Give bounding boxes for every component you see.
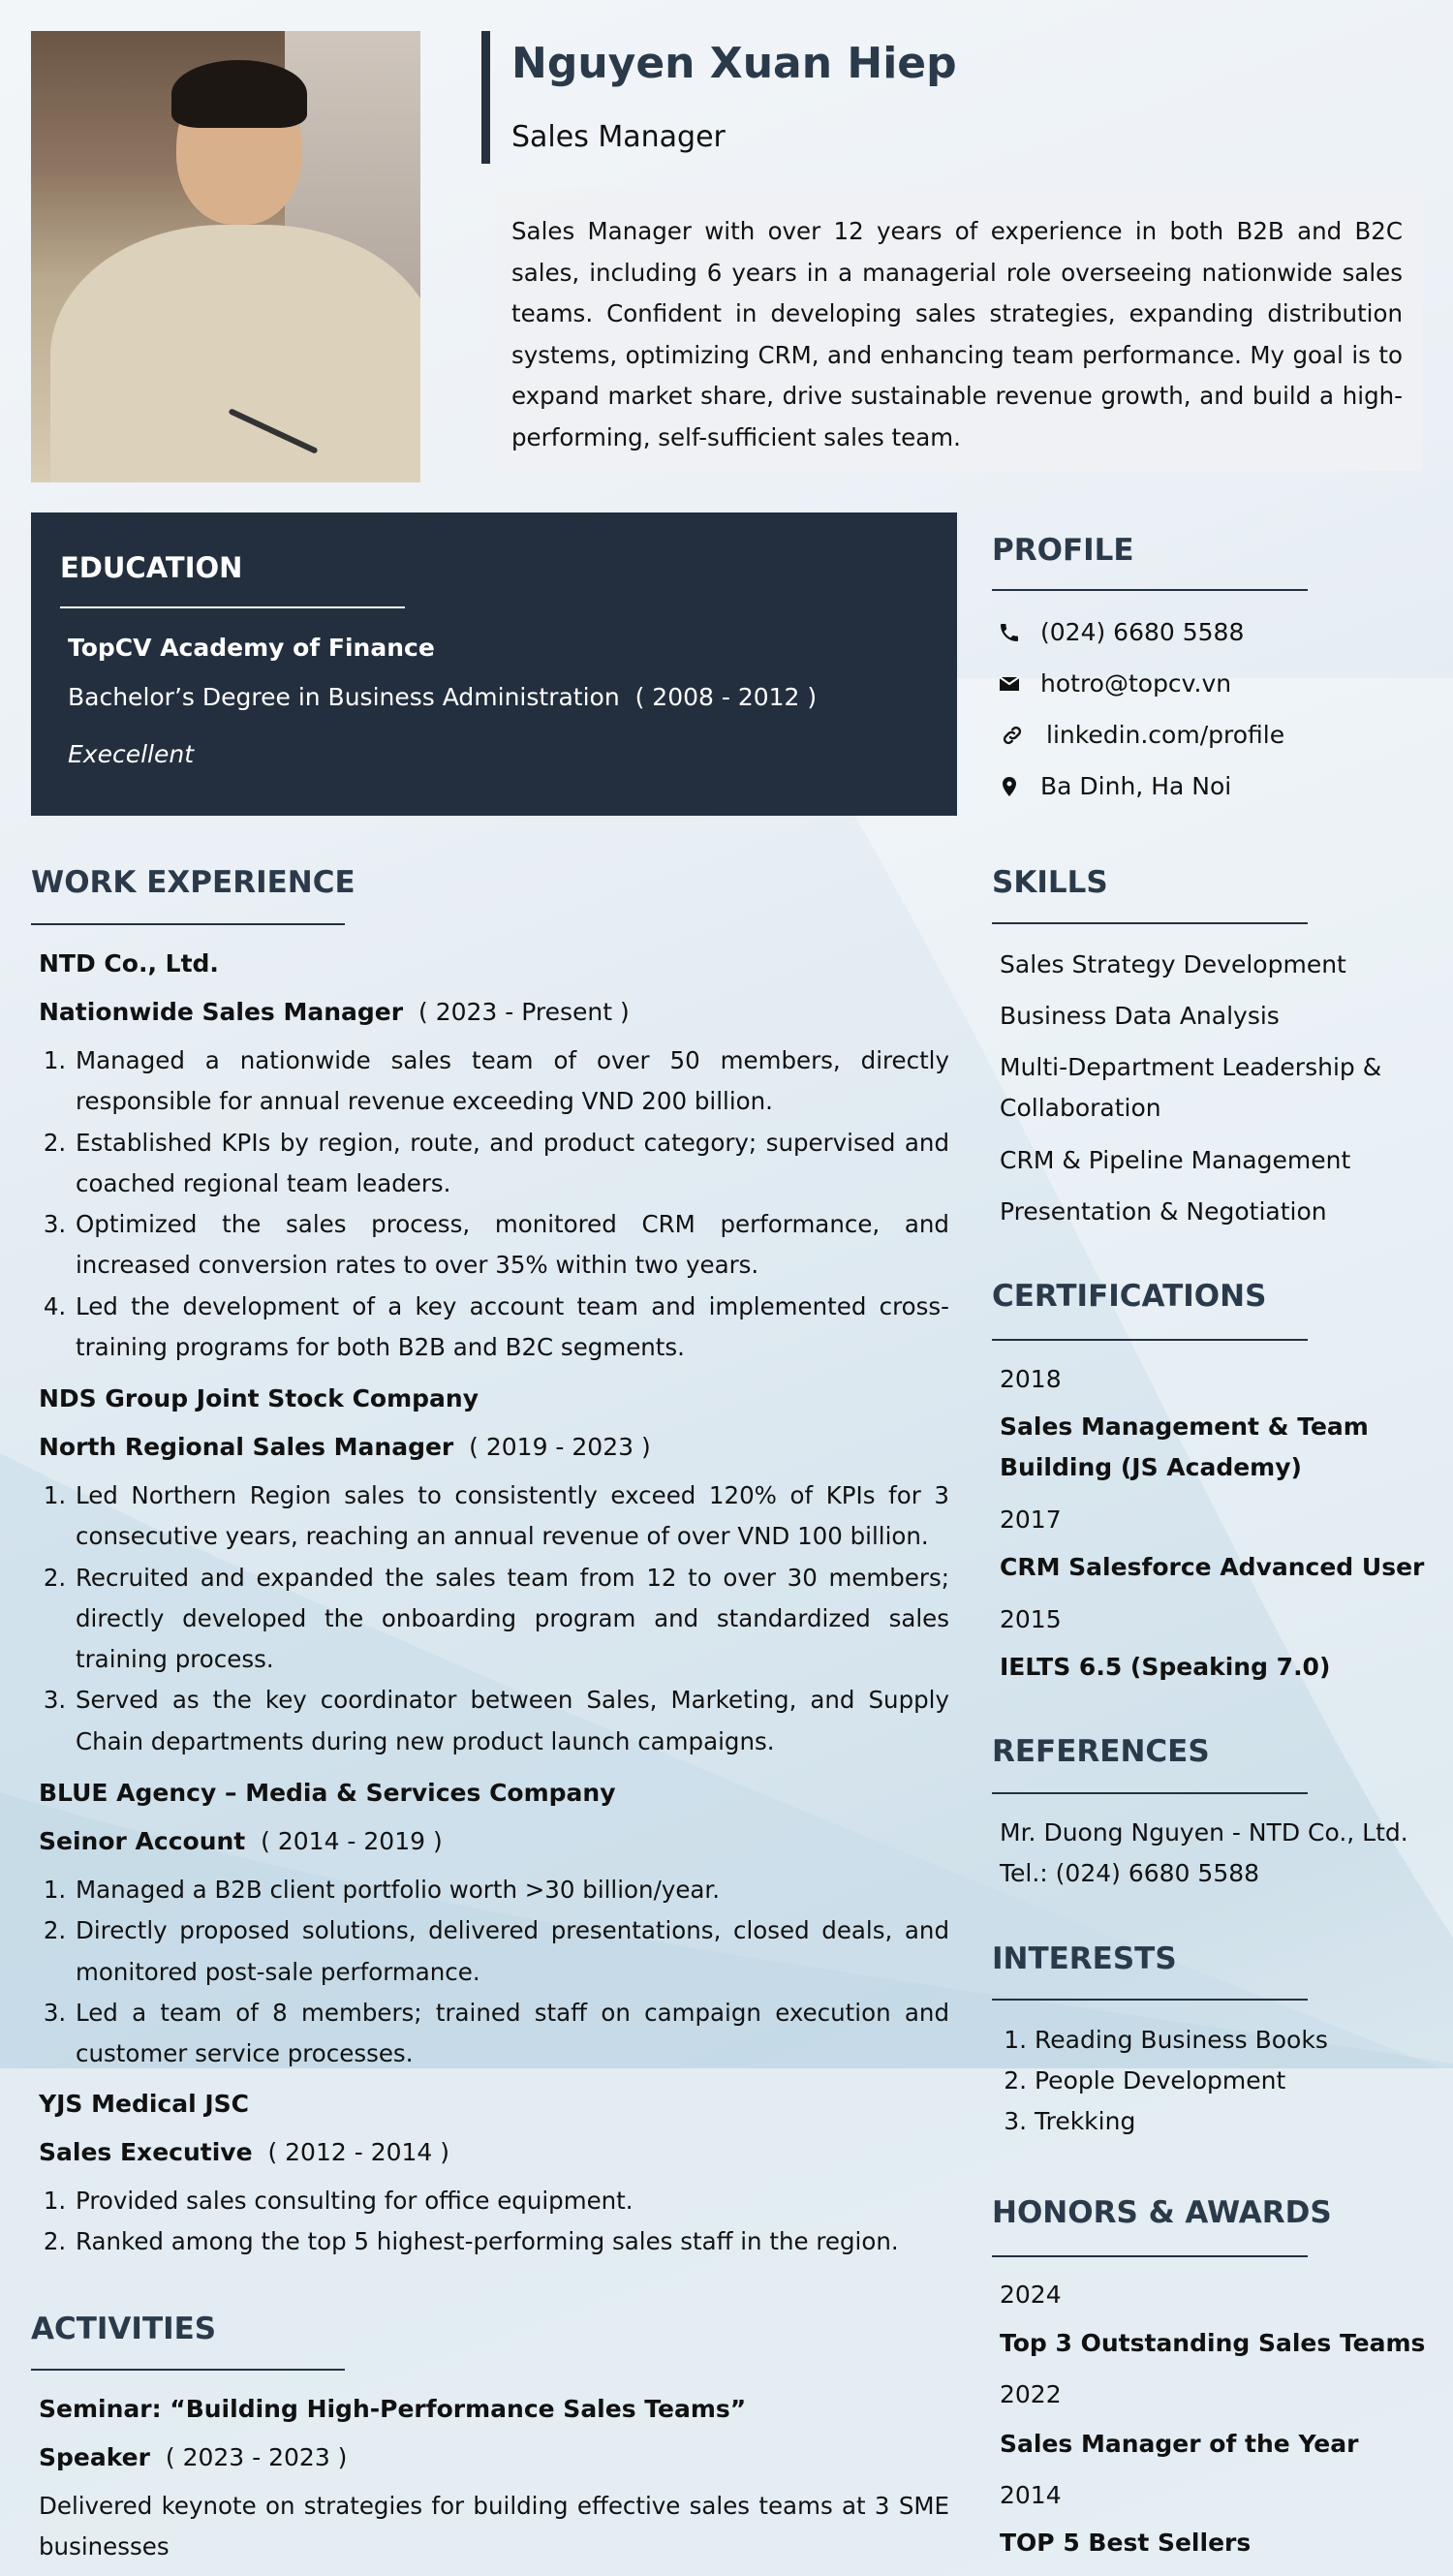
job-company: YJS Medical JSC (39, 2090, 250, 2118)
contact-address (998, 772, 1231, 800)
skill-item: Sales Strategy Development (1000, 950, 1346, 978)
job-task: 4. Led the development of a key account team and implemented cross-training programs for both B2B and B2C segments. (74, 1287, 949, 1369)
activities-title: ACTIVITIES (31, 2312, 217, 2346)
job-title: Seinor Account (39, 1827, 246, 1855)
job-company: NDS Group Joint Stock Company (39, 1384, 479, 1412)
summary-text: Sales Manager with over 12 years of experience in both B2B and B2C sales, including 6 years in a managerial role overseeing nationwide sales teams. Confident in developing sales strategies, expanding distribution systems, optimizing CRM, and enhancing team performance. My goal is to expand market share, drive sustainable revenue growth, and build a high-performing, self-sufficient sales team. (494, 190, 1422, 471)
education-degree (68, 683, 817, 711)
certification-year: 2017 (1000, 1505, 1062, 1534)
job-period: ( 2023 - Present ) (418, 998, 630, 1026)
location-pin-icon (998, 775, 1021, 798)
job-task: 1. Managed a B2B client portfolio worth >30 billion/year. (74, 1870, 949, 1910)
skills-underline (992, 922, 1308, 924)
education-section (31, 512, 957, 816)
education-period: ( 2008 - 2012 ) (634, 683, 818, 711)
contact-phone-text: (024) 6680 5588 (1040, 618, 1245, 646)
honors-title: HONORS & AWARDS (992, 2195, 1332, 2230)
education-school: TopCV Academy of Finance (68, 634, 435, 662)
contact-email[interactable] (998, 669, 1231, 698)
phone-icon (998, 621, 1021, 644)
job-task-list (39, 1870, 949, 2074)
honor-name: Sales Manager of the Year (1000, 2430, 1359, 2458)
activity-description: Delivered keynote on strategies for building effective sales teams at 3 SME businesses (39, 2492, 949, 2560)
job-title: Sales Executive (39, 2138, 253, 2166)
interest-item: 1. Reading Business Books (1035, 2020, 1328, 2061)
references-title: REFERENCES (992, 1734, 1210, 1769)
job-company: BLUE Agency – Media & Services Company (39, 1779, 616, 1807)
interests-list (1000, 2020, 1328, 2142)
skills-title: SKILLS (992, 865, 1108, 900)
skill-item: Presentation & Negotiation (1000, 1197, 1327, 1226)
job-position (39, 1433, 651, 1461)
honor-year: 2024 (1000, 2281, 1062, 2309)
job-position (39, 1827, 443, 1855)
education-grade: Execellent (68, 740, 195, 768)
certifications-underline (992, 1339, 1308, 1341)
profile-underline (992, 589, 1308, 591)
job-position (39, 998, 630, 1026)
activity-period: ( 2023 - 2023 ) (165, 2443, 348, 2471)
job-task: 2. Directly proposed solutions, delivered presentations, closed deals, and monitored post-sale performance. (74, 1910, 949, 1993)
reference-name: Mr. Duong Nguyen - NTD Co., Ltd. (1000, 1818, 1408, 1847)
interests-underline (992, 1999, 1308, 2001)
mail-icon (998, 672, 1021, 696)
candidate-role: Sales Manager (511, 120, 726, 154)
job-task: 2. Ranked among the top 5 highest-performing sales staff in the region. (74, 2221, 949, 2262)
job-task: 3. Optimized the sales process, monitored CRM performance, and increased conversion rates to over 35% within two years. (74, 1204, 949, 1287)
skill-item: Multi-Department Leadership & Collaboration (1000, 1053, 1382, 1122)
job-period: ( 2019 - 2023 ) (469, 1433, 651, 1461)
job-company: NTD Co., Ltd. (39, 949, 219, 978)
certification-name: IELTS 6.5 (Speaking 7.0) (1000, 1653, 1331, 1681)
job-task: 1. Provided sales consulting for office equipment. (74, 2181, 949, 2221)
title-accent-bar (481, 31, 490, 164)
contact-address-text: Ba Dinh, Ha Noi (1040, 772, 1232, 800)
honor-name: TOP 5 Best Sellers (1000, 2529, 1252, 2557)
job-task: 2. Established KPIs by region, route, and product category; supervised and coached regional team leaders. (74, 1123, 949, 1205)
education-degree-name: Bachelor’s Degree in Business Administration (68, 683, 620, 711)
activity-event: Seminar: “Building High-Performance Sales Teams” (39, 2395, 747, 2423)
profile-title: PROFILE (992, 533, 1134, 568)
education-underline (60, 606, 405, 608)
education-title: EDUCATION (60, 551, 243, 584)
job-position (39, 2138, 449, 2166)
job-task-list (39, 1475, 949, 1762)
honor-name: Top 3 Outstanding Sales Teams (1000, 2329, 1426, 2357)
profile-photo (31, 31, 420, 482)
contact-linkedin-text: linkedin.com/profile (1046, 721, 1285, 749)
contact-linkedin[interactable] (998, 721, 1284, 749)
references-underline (992, 1792, 1308, 1794)
certification-name: Sales Management & Team Building (JS Academy) (1000, 1412, 1369, 1481)
certification-name: CRM Salesforce Advanced User (1000, 1553, 1425, 1581)
honor-year: 2014 (1000, 2481, 1062, 2509)
certification-year: 2018 (1000, 1365, 1062, 1393)
work-experience-underline (31, 923, 345, 925)
job-task-list (39, 2181, 949, 2263)
reference-phone: Tel.: (024) 6680 5588 (1000, 1859, 1260, 1887)
job-task: 2. Recruited and expanded the sales team from 12 to over 30 members; directly developed the onboarding program and standardized sales training process. (74, 1558, 949, 1681)
job-task: 1. Led Northern Region sales to consistently exceed 120% of KPIs for 3 consecutive years, reaching an annual revenue of over VND 100 billion. (74, 1475, 949, 1558)
honor-year: 2022 (1000, 2380, 1062, 2408)
contact-phone (998, 618, 1244, 646)
activities-underline (31, 2369, 345, 2371)
job-period: ( 2014 - 2019 ) (261, 1827, 443, 1855)
job-task: 3. Led a team of 8 members; trained staff on campaign execution and customer service processes. (74, 1993, 949, 2075)
honors-underline (992, 2255, 1308, 2257)
job-title: Nationwide Sales Manager (39, 998, 404, 1026)
activity-role-title: Speaker (39, 2443, 150, 2471)
job-title: North Regional Sales Manager (39, 1433, 454, 1461)
skill-item: CRM & Pipeline Management (1000, 1146, 1351, 1174)
certification-year: 2015 (1000, 1605, 1062, 1633)
job-task: 1. Managed a nationwide sales team of over 50 members, directly responsible for annual revenue exceeding VND 200 billion. (74, 1040, 949, 1123)
link-icon (998, 724, 1027, 747)
interest-item: 2. People Development (1035, 2061, 1328, 2101)
job-task-list (39, 1040, 949, 1368)
skill-item: Business Data Analysis (1000, 1002, 1280, 1030)
interest-item: 3. Trekking (1035, 2101, 1328, 2142)
interests-title: INTERESTS (992, 1941, 1177, 1976)
certifications-title: CERTIFICATIONS (992, 1279, 1267, 1314)
job-task: 3. Served as the key coordinator between Sales, Marketing, and Supply Chain departments during new product launch campaigns. (74, 1680, 949, 1762)
job-period: ( 2012 - 2014 ) (267, 2138, 450, 2166)
candidate-name: Nguyen Xuan Hiep (511, 39, 957, 88)
contact-email-text: hotro@topcv.vn (1040, 669, 1232, 698)
activity-role (39, 2443, 347, 2471)
work-experience-title: WORK EXPERIENCE (31, 865, 356, 900)
